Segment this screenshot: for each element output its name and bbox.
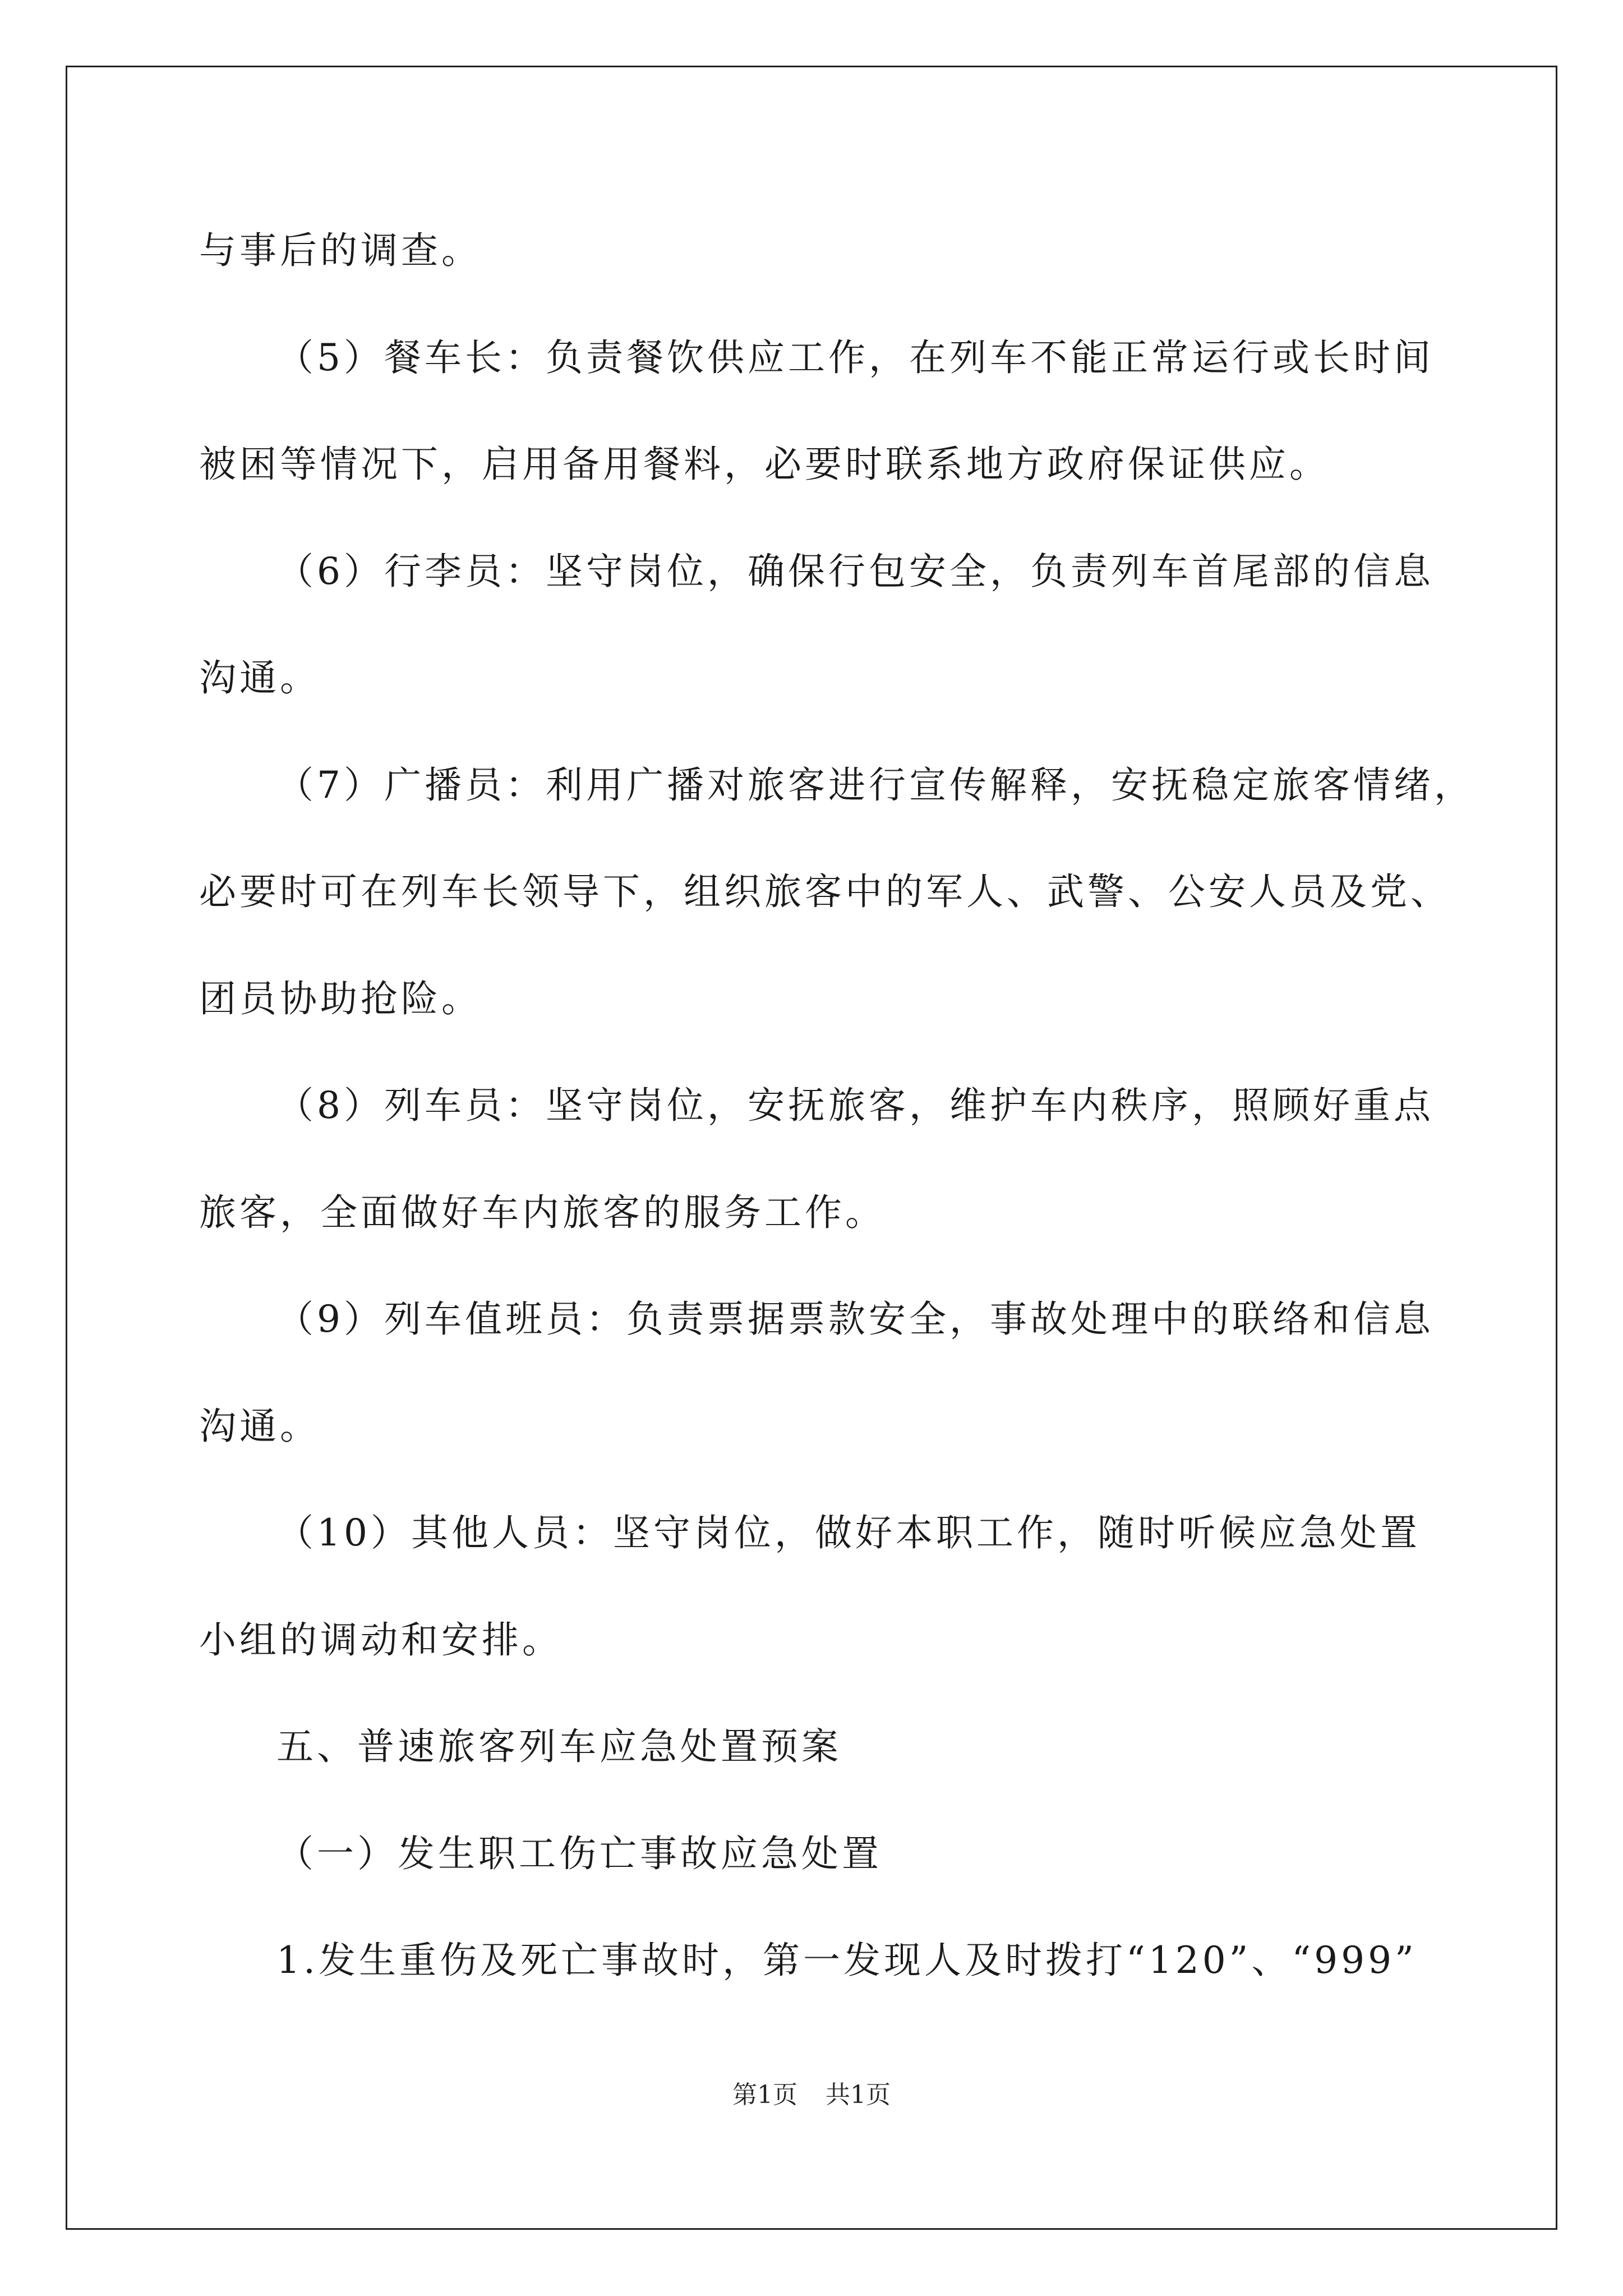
text-line: （5）餐车长：负责餐饮供应工作，在列车不能正常运行或长时间 (276, 336, 1434, 379)
text-line: 沟通。 (199, 1405, 320, 1448)
text-line: 团员协助抢险。 (199, 977, 482, 1020)
subsection-heading: （一）发生职工伤亡事故应急处置 (276, 1832, 882, 1875)
text-line: （8）列车员：坚守岗位，安抚旅客，维护车内秩序，照顾好重点 (276, 1084, 1434, 1127)
page-border (66, 66, 1557, 2230)
text-line: 必要时可在列车长领导下，组织旅客中的军人、武警、公安人员及党、 (199, 870, 1451, 913)
text-line: 沟通。 (199, 656, 320, 700)
text-line: 小组的调动和安排。 (199, 1618, 562, 1662)
text-line: 与事后的调查。 (199, 229, 482, 272)
text-line: （10）其他人员：坚守岗位，做好本职工作，随时听候应急处置 (276, 1511, 1421, 1554)
section-heading: 五、普速旅客列车应急处置预案 (276, 1725, 842, 1768)
text-line: （6）行李员：坚守岗位，确保行包安全，负责列车首尾部的信息 (276, 550, 1434, 593)
text-line: 1.发生重伤及死亡事故时，第一发现人及时拨打“120”、“999” (276, 1939, 1417, 1982)
text-line: （9）列车值班员：负责票据票款安全，事故处理中的联络和信息 (276, 1297, 1434, 1341)
page-total: 共1页 (826, 2081, 891, 2109)
text-line: 旅客，全面做好车内旅客的服务工作。 (199, 1191, 886, 1234)
page-number: 第1页 (732, 2081, 797, 2109)
text-line: 被困等情况下，启用备用餐料，必要时联系地方政府保证供应。 (199, 443, 1330, 486)
text-line: （7）广播员：利用广播对旅客进行宣传解释，安抚稳定旅客情绪， (276, 763, 1474, 807)
page-footer (0, 2078, 1623, 2112)
